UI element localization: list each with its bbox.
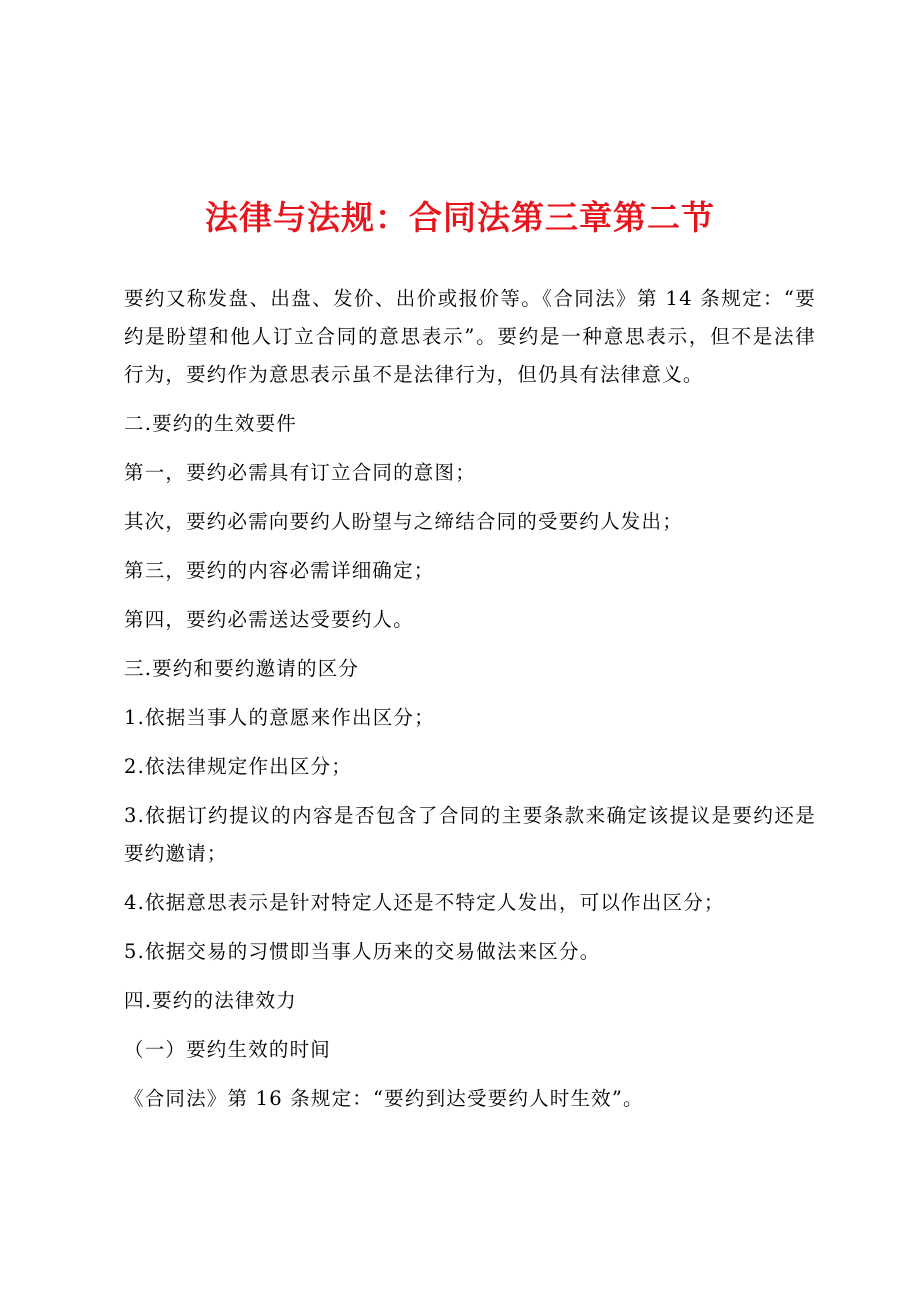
list-item: 2.依法律规定作出区分； [124, 755, 353, 778]
document-body [124, 280, 816, 1129]
section-heading-4: 四.要约的法律效力 [124, 989, 297, 1012]
list-item: 第一，要约必需具有订立合同的意图； [124, 461, 476, 484]
subsection-heading: （一）要约生效的时间 [124, 1038, 332, 1061]
paragraph-intro: 要约又称发盘、出盘、发价、出价或报价等。《合同法》第 14 条规定：“要约是盼望和他人订立合同的意思表示”。要约是一种意思表示，但不是法律行为，要约作为意思表示虽不是法律行为，但仍具有法律意义。 [124, 287, 816, 386]
list-item: 其次，要约必需向要约人盼望与之缔结合同的受要约人发出； [124, 510, 683, 533]
list-item: 第四，要约必需送达受要约人。 [124, 608, 414, 631]
section-heading-3: 三.要约和要约邀请的区分 [124, 657, 360, 680]
list-item: 3.依据订约提议的内容是否包含了合同的主要条款来确定该提议是要约还是要约邀请； [124, 804, 816, 865]
section-heading-2: 二.要约的生效要件 [124, 412, 297, 435]
paragraph-article-16: 《合同法》第 16 条规定：“要约到达受要约人时生效”。 [124, 1087, 644, 1110]
list-item: 1.依据当事人的意愿来作出区分； [124, 706, 435, 729]
document-title: 法律与法规：合同法第三章第二节 [205, 198, 715, 237]
list-item: 第三，要约的内容必需详细确定； [124, 559, 435, 582]
list-item: 5.依据交易的习惯即当事人历来的交易做法来区分。 [124, 940, 601, 963]
list-item: 4.依据意思表示是针对特定人还是不特定人发出，可以作出区分； [124, 891, 725, 914]
